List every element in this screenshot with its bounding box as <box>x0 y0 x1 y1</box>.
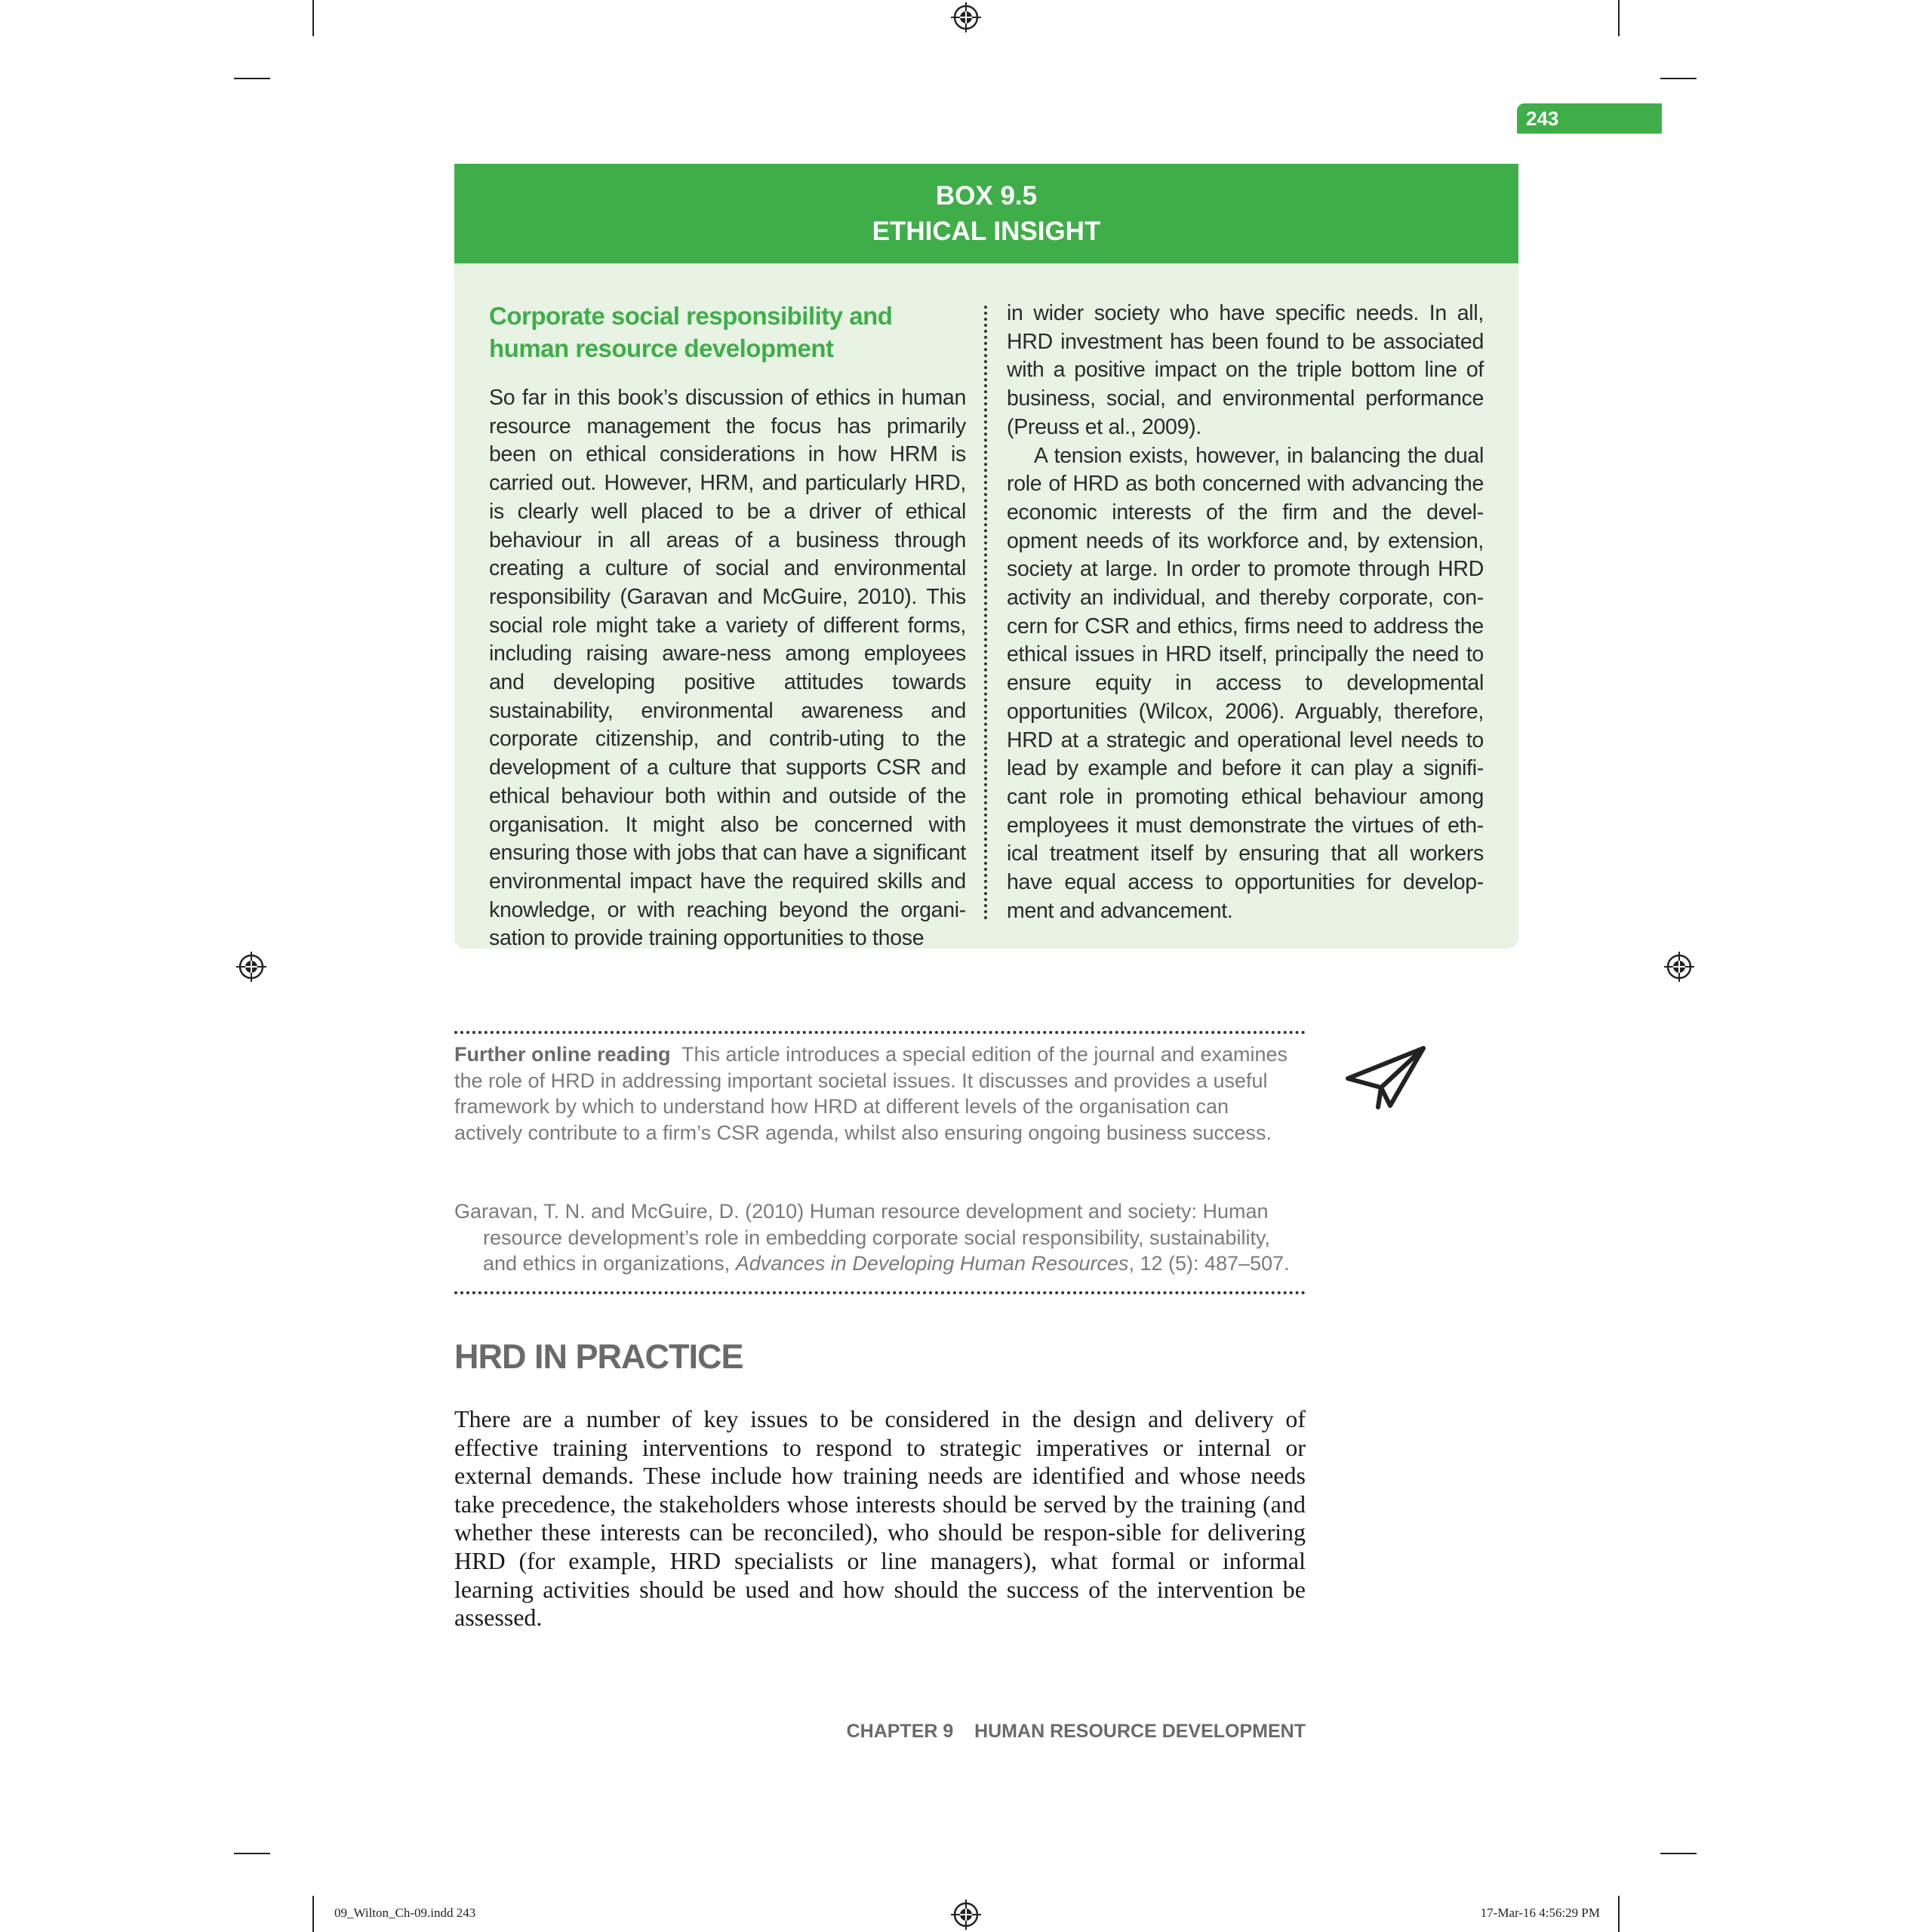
dotted-rule <box>454 1291 1306 1294</box>
section-title: HRD IN PRACTICE <box>454 1337 743 1376</box>
registration-mark-icon <box>949 1 983 34</box>
crop-mark <box>312 1896 314 1932</box>
chapter-number: CHAPTER 9 <box>846 1721 954 1742</box>
reference-text: Garavan, T. N. and McGuire, D. (2010) Human resource development and society: Human resource development’s role in embedding corporate social responsibility, sustainability, and ethics in organizations, <box>454 1200 1271 1275</box>
box-header <box>454 164 1518 263</box>
box-heading: ETHICAL INSIGHT <box>872 217 1101 246</box>
running-footer <box>755 1721 1306 1743</box>
box-paragraph: So far in this book’s discussion of ethics in human resource management the focus has primarily been on ethical considerations in how HRM is carried out. However, HRM, and particularly HRD, is clearly well placed to be a driver of ethical behaviour in all areas of a business through creating a culture of social and environmental responsibility (Garavan and McGuire, 2010). This social role might take a variety of different forms, including raising aware-ness among employees and developing positive attitudes towards sustainability, environmental awareness and corporate citizenship, and contrib-uting to the development of a culture that supports CSR and ethical behaviour both within and outside of the organisation. It might also be concerned with ensuring those with jobs that can have a significant environmental impact have the required skills and knowledge, or with reaching beyond the organi-sation to provide training opportunities to those <box>489 386 966 951</box>
crop-mark <box>234 78 270 79</box>
slug-file: 09_Wilton_Ch-09.indd 243 <box>334 1906 476 1920</box>
crop-mark <box>234 1853 270 1854</box>
further-reading-text: This article introduces a special edition of the journal and examines the role of HRD in addressing important societal issues. It discusses and provides a useful framework by which to understand how HRD at different levels of the organisation can actively contribute to a firm’s CSR agenda, whilst also ensuring ongoing business success. <box>454 1043 1287 1144</box>
registration-mark-icon <box>235 950 268 983</box>
column-divider <box>984 306 987 920</box>
crop-mark <box>1618 1896 1620 1932</box>
box-left-column <box>489 300 966 953</box>
reference-citation <box>454 1198 1300 1277</box>
page-number: 243 <box>1517 103 1662 134</box>
box-title: Corporate social responsibility and human resource development <box>489 302 893 362</box>
ethical-insight-box <box>454 164 1518 949</box>
registration-mark-icon <box>949 1898 983 1931</box>
reference-details: , 12 (5): 487–507. <box>1128 1252 1290 1275</box>
crop-mark <box>1660 78 1697 79</box>
dotted-rule <box>454 1031 1306 1034</box>
box-label: BOX 9.5 <box>935 181 1038 211</box>
crop-mark <box>1660 1853 1697 1854</box>
registration-mark-icon <box>1663 950 1696 983</box>
box-paragraph: A tension exists, however, in balancing the dual role of HRD as both concerned with advancing the economic interests of the firm and the devel-opment needs of its workforce and, by extension, society at large. In order to promote through HRD activity an individual, and thereby corporate, con-cern for CSR and ethics, firms need to address the ethical issues in HRD itself, principally the need to ensure equity in access to developmental opportunities (Wilcox, 2006). Arguably, therefore, HRD at a strategic and operational level needs to lead by example and before it can play a signifi-cant role in promoting ethical behaviour among employees it must demonstrate the virtues of eth-ical treatment itself by ensuring that all workers have equal access to opportunities for develop-ment and advancement. <box>1007 443 1484 923</box>
box-paragraph: in wider society who have specific needs. In all, HRD investment has been found to be associated with a positive impact on the triple bottom line of business, social, and environmental performance (Preuss et al., 2009). <box>1007 301 1484 439</box>
paper-plane-icon <box>1345 1045 1428 1113</box>
box-right-column <box>1007 300 1484 925</box>
reference-journal: Advances in Developing Human Resources <box>735 1252 1129 1275</box>
further-reading <box>454 1041 1292 1146</box>
section-body: There are a number of key issues to be considered in the design and delivery of effective training interventions to respond to strategic imperatives or internal or external demands. These include how training needs are identified and whose needs take precedence, the stakeholders whose interests should be served by the training (and whether these interests can be reconciled), who should be respon-sible for delivering HRD (for example, HRD specialists or line managers), what formal or informal learning activities should be used and how should the success of the intervention be assessed. <box>454 1405 1306 1632</box>
chapter-title: HUMAN RESOURCE DEVELOPMENT <box>974 1721 1306 1742</box>
crop-mark <box>312 0 314 36</box>
further-reading-label: Further online reading <box>454 1043 671 1066</box>
crop-mark <box>1618 0 1620 36</box>
slug-date: 17-Mar-16 4:56:29 PM <box>1480 1906 1600 1920</box>
